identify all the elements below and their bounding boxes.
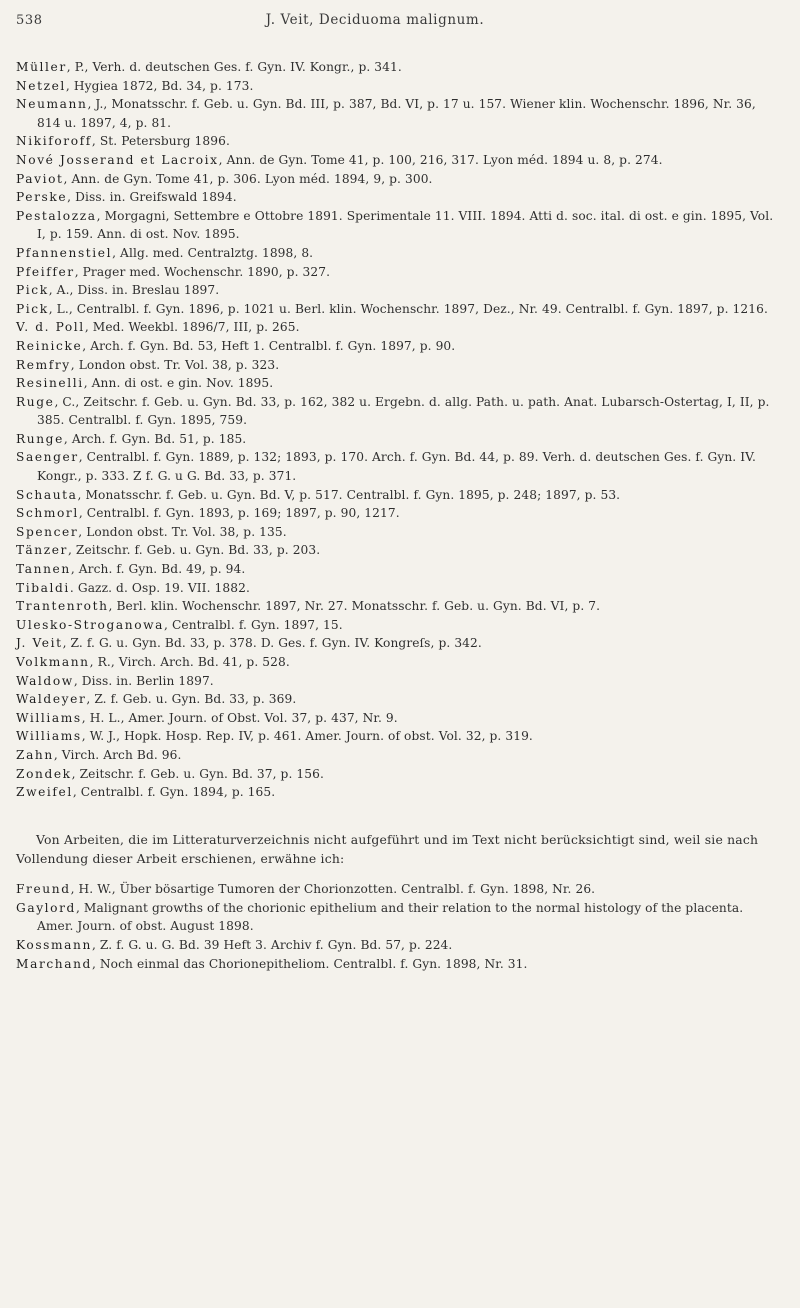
reference-entry (16, 541, 774, 560)
reference-entry (16, 430, 774, 449)
reference-citation: , Diss. in. Greifswald 1894. (67, 190, 237, 205)
reference-author: Neumann (16, 97, 88, 112)
reference-author: Tannen (16, 562, 71, 577)
reference-author: Nové Josserand et Lacroix (16, 152, 219, 167)
reference-citation: , Malignant growths of the chorionic epithelium and their relation to the normal histology of the placenta. Amer. Journ. of obst. August 1898. (37, 900, 744, 934)
reference-citation: , Ann. di ost. e gin. Nov. 1895. (83, 376, 274, 391)
reference-entry (16, 207, 774, 244)
reference-entry (16, 709, 774, 728)
reference-citation: , Allg. med. Centralztg. 1898, 8. (112, 245, 314, 260)
reference-author: Freund (16, 882, 71, 897)
reference-citation: , C., Zeitschr. f. Geb. u. Gyn. Bd. 33, p. 162, 382 u. Ergebn. d. allg. Path. u. path. Anat. Lubarsch-Ostertag, I, II, p. 385. Centralbl. f. Gyn. 1895, 759. (37, 394, 770, 428)
reference-author: Williams (16, 729, 82, 744)
reference-entry (16, 560, 774, 579)
reference-citation: , Arch. f. Gyn. Bd. 49, p. 94. (70, 562, 246, 577)
reference-entry (16, 151, 774, 170)
reference-citation: , L., Centralbl. f. Gyn. 1896, p. 1021 u. Berl. klin. Wochenschr. 1897, Dez., Nr. 49. Centralbl. f. Gyn. 1897, p. 1216. (48, 301, 768, 316)
reference-author: V. d. Poll (16, 320, 85, 335)
reference-author: Tibaldi (16, 580, 70, 595)
reference-author: Zweifel (16, 785, 73, 800)
reference-author: Perske (16, 190, 68, 205)
reference-entry (16, 899, 774, 936)
page-number: 538 (16, 13, 43, 28)
reference-citation: , Centralbl. f. Gyn. 1894, p. 165. (72, 785, 276, 800)
reference-citation: , H. W., Über bösartige Tumoren der Chorionzotten. Centralbl. f. Gyn. 1898, Nr. 26. (70, 882, 596, 897)
reference-author: Tänzer (16, 543, 68, 558)
reference-entry (16, 58, 774, 77)
reference-entry (16, 374, 774, 393)
reference-entry (16, 672, 774, 691)
reference-author: Netzel (16, 78, 66, 93)
reference-entry (16, 783, 774, 802)
reference-entry (16, 281, 774, 300)
reference-entry (16, 616, 774, 635)
reference-entry (16, 318, 774, 337)
reference-entry (16, 579, 774, 598)
reference-entry (16, 356, 774, 375)
reference-author: Waldeyer (16, 692, 87, 707)
reference-author: Saenger (16, 450, 79, 465)
reference-citation: , Monatsschr. f. Geb. u. Gyn. Bd. V, p. 517. Centralbl. f. Gyn. 1895, p. 248; 1897, p. 53. (77, 487, 621, 502)
reference-entry (16, 337, 774, 356)
reference-entry (16, 727, 774, 746)
reference-citation: , Hygiea 1872, Bd. 34, p. 173. (65, 78, 254, 93)
reference-citation: , Diss. in. Berlin 1897. (73, 673, 214, 688)
reference-citation: , Zeitschr. f. Geb. u. Gyn. Bd. 33, p. 203. (67, 543, 321, 558)
reference-entry (16, 523, 774, 542)
reference-citation: , Noch einmal das Chorionepitheliom. Centralbl. f. Gyn. 1898, Nr. 31. (91, 956, 528, 971)
reference-author: Pfeiffer (16, 264, 75, 279)
running-title: J. Veit, Deciduoma malignum. (265, 12, 485, 28)
reference-author: Pfannenstiel (16, 245, 113, 260)
reference-citation: , P., Verh. d. deutschen Ges. f. Gyn. IV. Kongr., p. 341. (66, 60, 402, 74)
reference-author: Spencer (16, 524, 79, 539)
reference-author: Schauta (16, 487, 78, 502)
reference-author: Pestalozza (16, 208, 97, 223)
reference-citation: , J., Monatsschr. f. Geb. u. Gyn. Bd. III, p. 387, Bd. VI, p. 17 u. 157. Wiener klin. Wochenschr. 1896, Nr. 36, 814 u. 1897, 4, p. 81. (37, 97, 756, 130)
reference-entry (16, 95, 774, 132)
reference-citation: , Med. Weekbl. 1896/7, III, p. 265. (84, 320, 300, 335)
reference-entry (16, 765, 774, 784)
reference-citation: , Centralbl. f. Gyn. 1897, 15. (164, 617, 343, 632)
reference-author: Zondek (16, 766, 72, 781)
reference-author: Gaylord (16, 900, 76, 915)
reference-citation: , A., Diss. in. Breslau 1897. (48, 283, 220, 298)
reference-author: Nikiforoff (16, 134, 92, 149)
reference-citation: , Zeitschr. f. Geb. u. Gyn. Bd. 37, p. 156. (71, 766, 324, 781)
reference-author: Pick (16, 283, 49, 298)
reference-citation: , W. J., Hopk. Hosp. Rep. IV, p. 461. Amer. Journ. of obst. Vol. 32, p. 319. (81, 729, 533, 744)
reference-citation: , H. L., Amer. Journ. of Obst. Vol. 37, p. 437, Nr. 9. (81, 710, 398, 725)
reference-author: Schmorl (16, 506, 79, 521)
running-header (16, 12, 774, 38)
reference-citation: , Arch. f. Gyn. Bd. 53, Heft 1. Centralbl. f. Gyn. 1897, p. 90. (82, 338, 456, 353)
reference-author: Williams (16, 710, 82, 725)
reference-author: Paviot (16, 171, 64, 186)
reference-author: Zahn (16, 747, 54, 762)
reference-citation: , R., Virch. Arch. Bd. 41, p. 528. (89, 655, 290, 669)
reference-author: Ulesko-Stroganowa (16, 617, 165, 632)
reference-entry (16, 188, 774, 207)
reference-citation: , Prager med. Wochenschr. 1890, p. 327. (74, 264, 331, 279)
reference-author: Waldow (16, 673, 74, 688)
reference-author: Müller (16, 60, 67, 74)
reference-entry (16, 955, 774, 974)
reference-author: Trantenroth (16, 599, 109, 614)
reference-entry (16, 300, 774, 319)
reference-citation: , London obst. Tr. Vol. 38, p. 135. (78, 524, 287, 539)
reference-citation: , Centralbl. f. Gyn. 1889, p. 132; 1893, p. 170. Arch. f. Gyn. Bd. 44, p. 89. Verh. d. deutschen Ges. f. Gyn. IV. Kongr., p. 333. Z f. G. u G. Bd. 33, p. 371. (37, 450, 756, 484)
reference-entry (16, 880, 774, 899)
reference-entry (16, 504, 774, 523)
reference-citation: , Ann. de Gyn. Tome 41, p. 100, 216, 317. Lyon méd. 1894 u. 8, p. 274. (218, 152, 663, 167)
reference-author: Ruge (16, 394, 55, 409)
reference-citation: , Berl. klin. Wochenschr. 1897, Nr. 27. Monatsschr. f. Geb. u. Gyn. Bd. VI, p. 7. (108, 599, 601, 614)
reference-citation: , Z. f. G. u. G. Bd. 39 Heft 3. Archiv f. Gyn. Bd. 57, p. 224. (91, 937, 453, 952)
reference-citation: , Virch. Arch Bd. 96. (53, 747, 182, 762)
reference-entry (16, 486, 774, 505)
reference-author: Runge (16, 431, 64, 446)
additional-reference-list (16, 880, 774, 973)
addendum-note: Von Arbeiten, die im Litteraturverzeichnis nicht aufgeführt und im Text nicht berücksichtigt sind, weil sie nach Vollendung dieser Arbeit erschienen, erwähne ich: (16, 831, 759, 866)
reference-author: Marchand (16, 956, 92, 971)
reference-entry (16, 170, 774, 189)
reference-author: Pick (16, 301, 49, 316)
reference-citation: . Gazz. d. Osp. 19. VII. 1882. (69, 580, 250, 595)
reference-citation: , London obst. Tr. Vol. 38, p. 323. (70, 357, 280, 372)
reference-entry (16, 393, 774, 430)
reference-author: Volkmann (16, 655, 90, 669)
reference-entry (16, 690, 774, 709)
reference-author: Remfry (16, 357, 71, 372)
reference-author: Reinicke (16, 338, 83, 353)
reference-citation: , Z. f. G. u. Gyn. Bd. 33, p. 378. D. Ges. f. Gyn. IV. Kongreſs, p. 342. (62, 636, 482, 651)
reference-entry (16, 746, 774, 765)
reference-citation: , Centralbl. f. Gyn. 1893, p. 169; 1897, p. 90, 1217. (78, 506, 400, 521)
reference-entry (16, 263, 774, 282)
reference-citation: , Ann. de Gyn. Tome 41, p. 306. Lyon méd. 1894, 9, p. 300. (63, 171, 433, 186)
reference-citation: , Z. f. Geb. u. Gyn. Bd. 33, p. 369. (86, 692, 297, 707)
reference-author: Resinelli (16, 376, 84, 391)
reference-citation: , Morgagni, Settembre e Ottobre 1891. Sperimentale 11. VIII. 1894. Atti d. soc. ital. di ost. e gin. 1895, Vol. I, p. 159. Ann. di ost. Nov. 1895. (37, 208, 774, 242)
reference-citation: , St. Petersburg 1896. (91, 134, 230, 149)
reference-citation: , Arch. f. Gyn. Bd. 51, p. 185. (63, 431, 247, 446)
reference-entry (16, 448, 774, 485)
reference-author: J. Veit (16, 636, 63, 651)
reference-entry (16, 936, 774, 955)
reference-list (16, 58, 774, 802)
reference-entry (16, 77, 774, 96)
reference-entry (16, 634, 774, 653)
reference-entry (16, 244, 774, 263)
reference-entry (16, 597, 774, 616)
reference-author: Kossmann (16, 937, 92, 952)
reference-entry (16, 653, 774, 672)
reference-entry (16, 132, 774, 151)
